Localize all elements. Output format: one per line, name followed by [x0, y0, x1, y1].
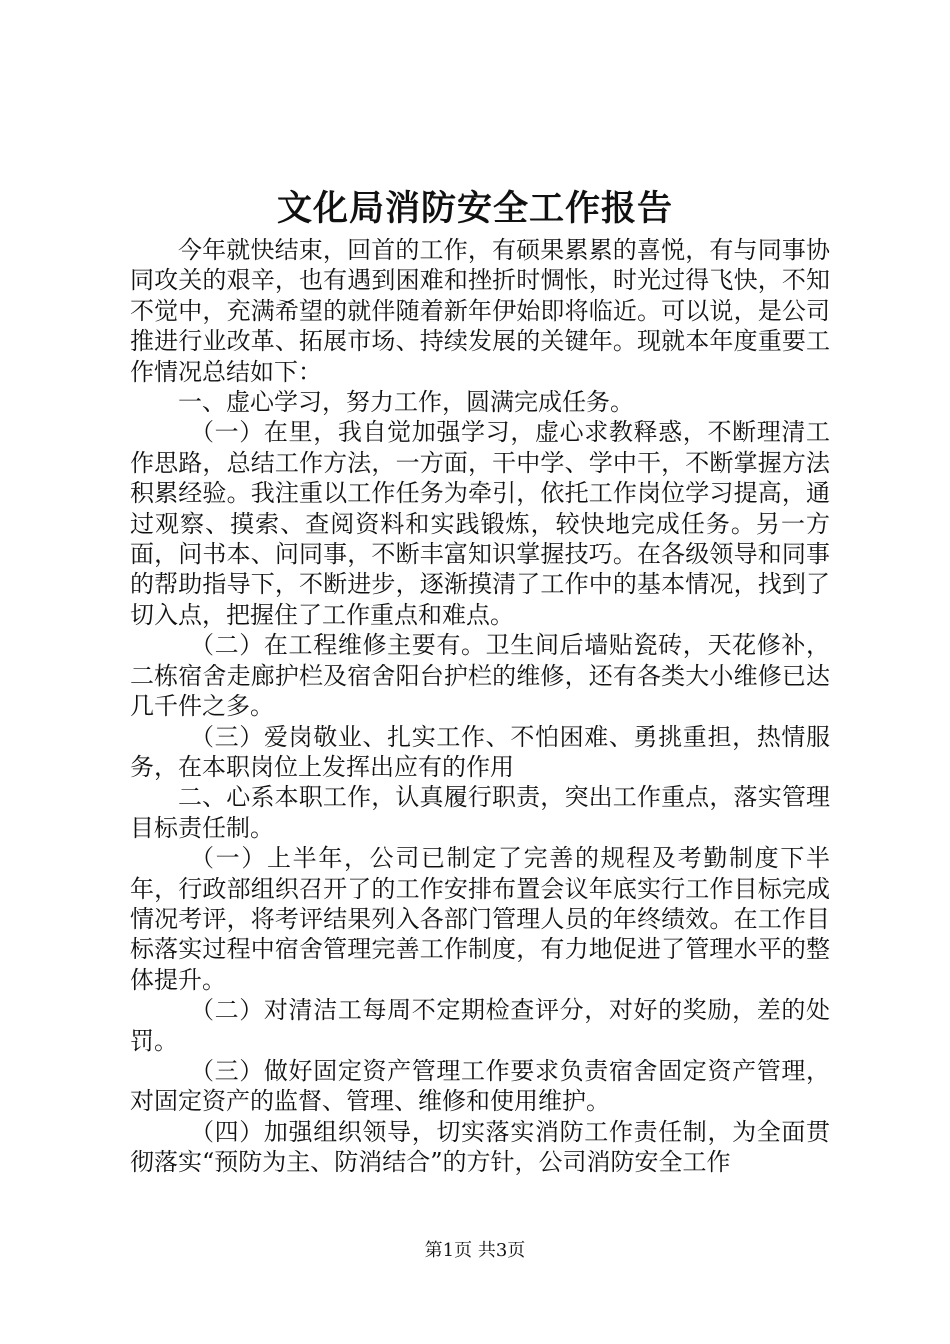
- document-body: [130, 235, 830, 1178]
- page-number-footer: 第1页 共3页: [424, 1240, 526, 1261]
- paragraph-1-3: （三）爱岗敬业、扎实工作、不怕困难、勇挑重担，热情服务，在本职岗位上发挥出应有的作用: [130, 722, 830, 781]
- paragraph-intro: 今年就快结束，回首的工作，有硕果累累的喜悦，有与同事协同攻关的艰辛，也有遇到困难和挫折时惆怅，时光过得飞快，不知不觉中，充满希望的就伴随着新年伊始即将临近。可以说，是公司推进行业改革、拓展市场、持续发展的关键年。现就本年度重要工作情况总结如下：: [130, 236, 830, 386]
- paragraph-2-3: （三）做好固定资产管理工作要求负责宿舍固定资产管理，对固定资产的监督、管理、维修和使用维护。: [130, 1056, 830, 1116]
- paragraph-2-2: （二）对清洁工每周不定期检查评分，对好的奖励，差的处罚。: [130, 996, 830, 1055]
- paragraph-1-1: （一）在里，我自觉加强学习，虚心求教释惑，不断理清工作思路，总结工作方法，一方面，干中学、学中干，不断掌握方法积累经验。我注重以工作任务为牵引，依托工作岗位学习提高，通过观察、摸索、查阅资料和实践锻炼，较快地完成任务。另一方面，问书本、问同事，不断丰富知识掌握技巧。在各级领导和同事的帮助指导下，不断进步，逐渐摸清了工作中的基本情况，找到了切入点，把握住了工作重点和难点。: [130, 418, 830, 629]
- document-title: 文化局消防安全工作报告: [276, 188, 673, 229]
- section-heading-2: 二、心系本职工作，认真履行职责，突出工作重点，落实管理目标责任制。: [130, 783, 830, 842]
- paragraph-2-1: （一）上半年，公司已制定了完善的规程及考勤制度下半年，行政部组织召开了的工作安排布置会议年底实行工作目标完成情况考评，将考评结果列入各部门管理人员的年终绩效。在工作目标落实过程中宿舍管理完善工作制度，有力地促进了管理水平的整体提升。: [130, 844, 830, 994]
- paragraph-2-4: （四）加强组织领导，切实落实消防工作责任制，为全面贯彻落实“预防为主、防消结合”的方针，公司消防安全工作: [130, 1117, 830, 1177]
- paragraph-1-2: （二）在工程维修主要有。卫生间后墙贴瓷砖，天花修补，二栋宿舍走廊护栏及宿舍阳台护栏的维修，还有各类大小维修已达几千件之多。: [130, 631, 830, 721]
- section-heading-1: 一、虚心学习，努力工作，圆满完成任务。: [178, 388, 634, 417]
